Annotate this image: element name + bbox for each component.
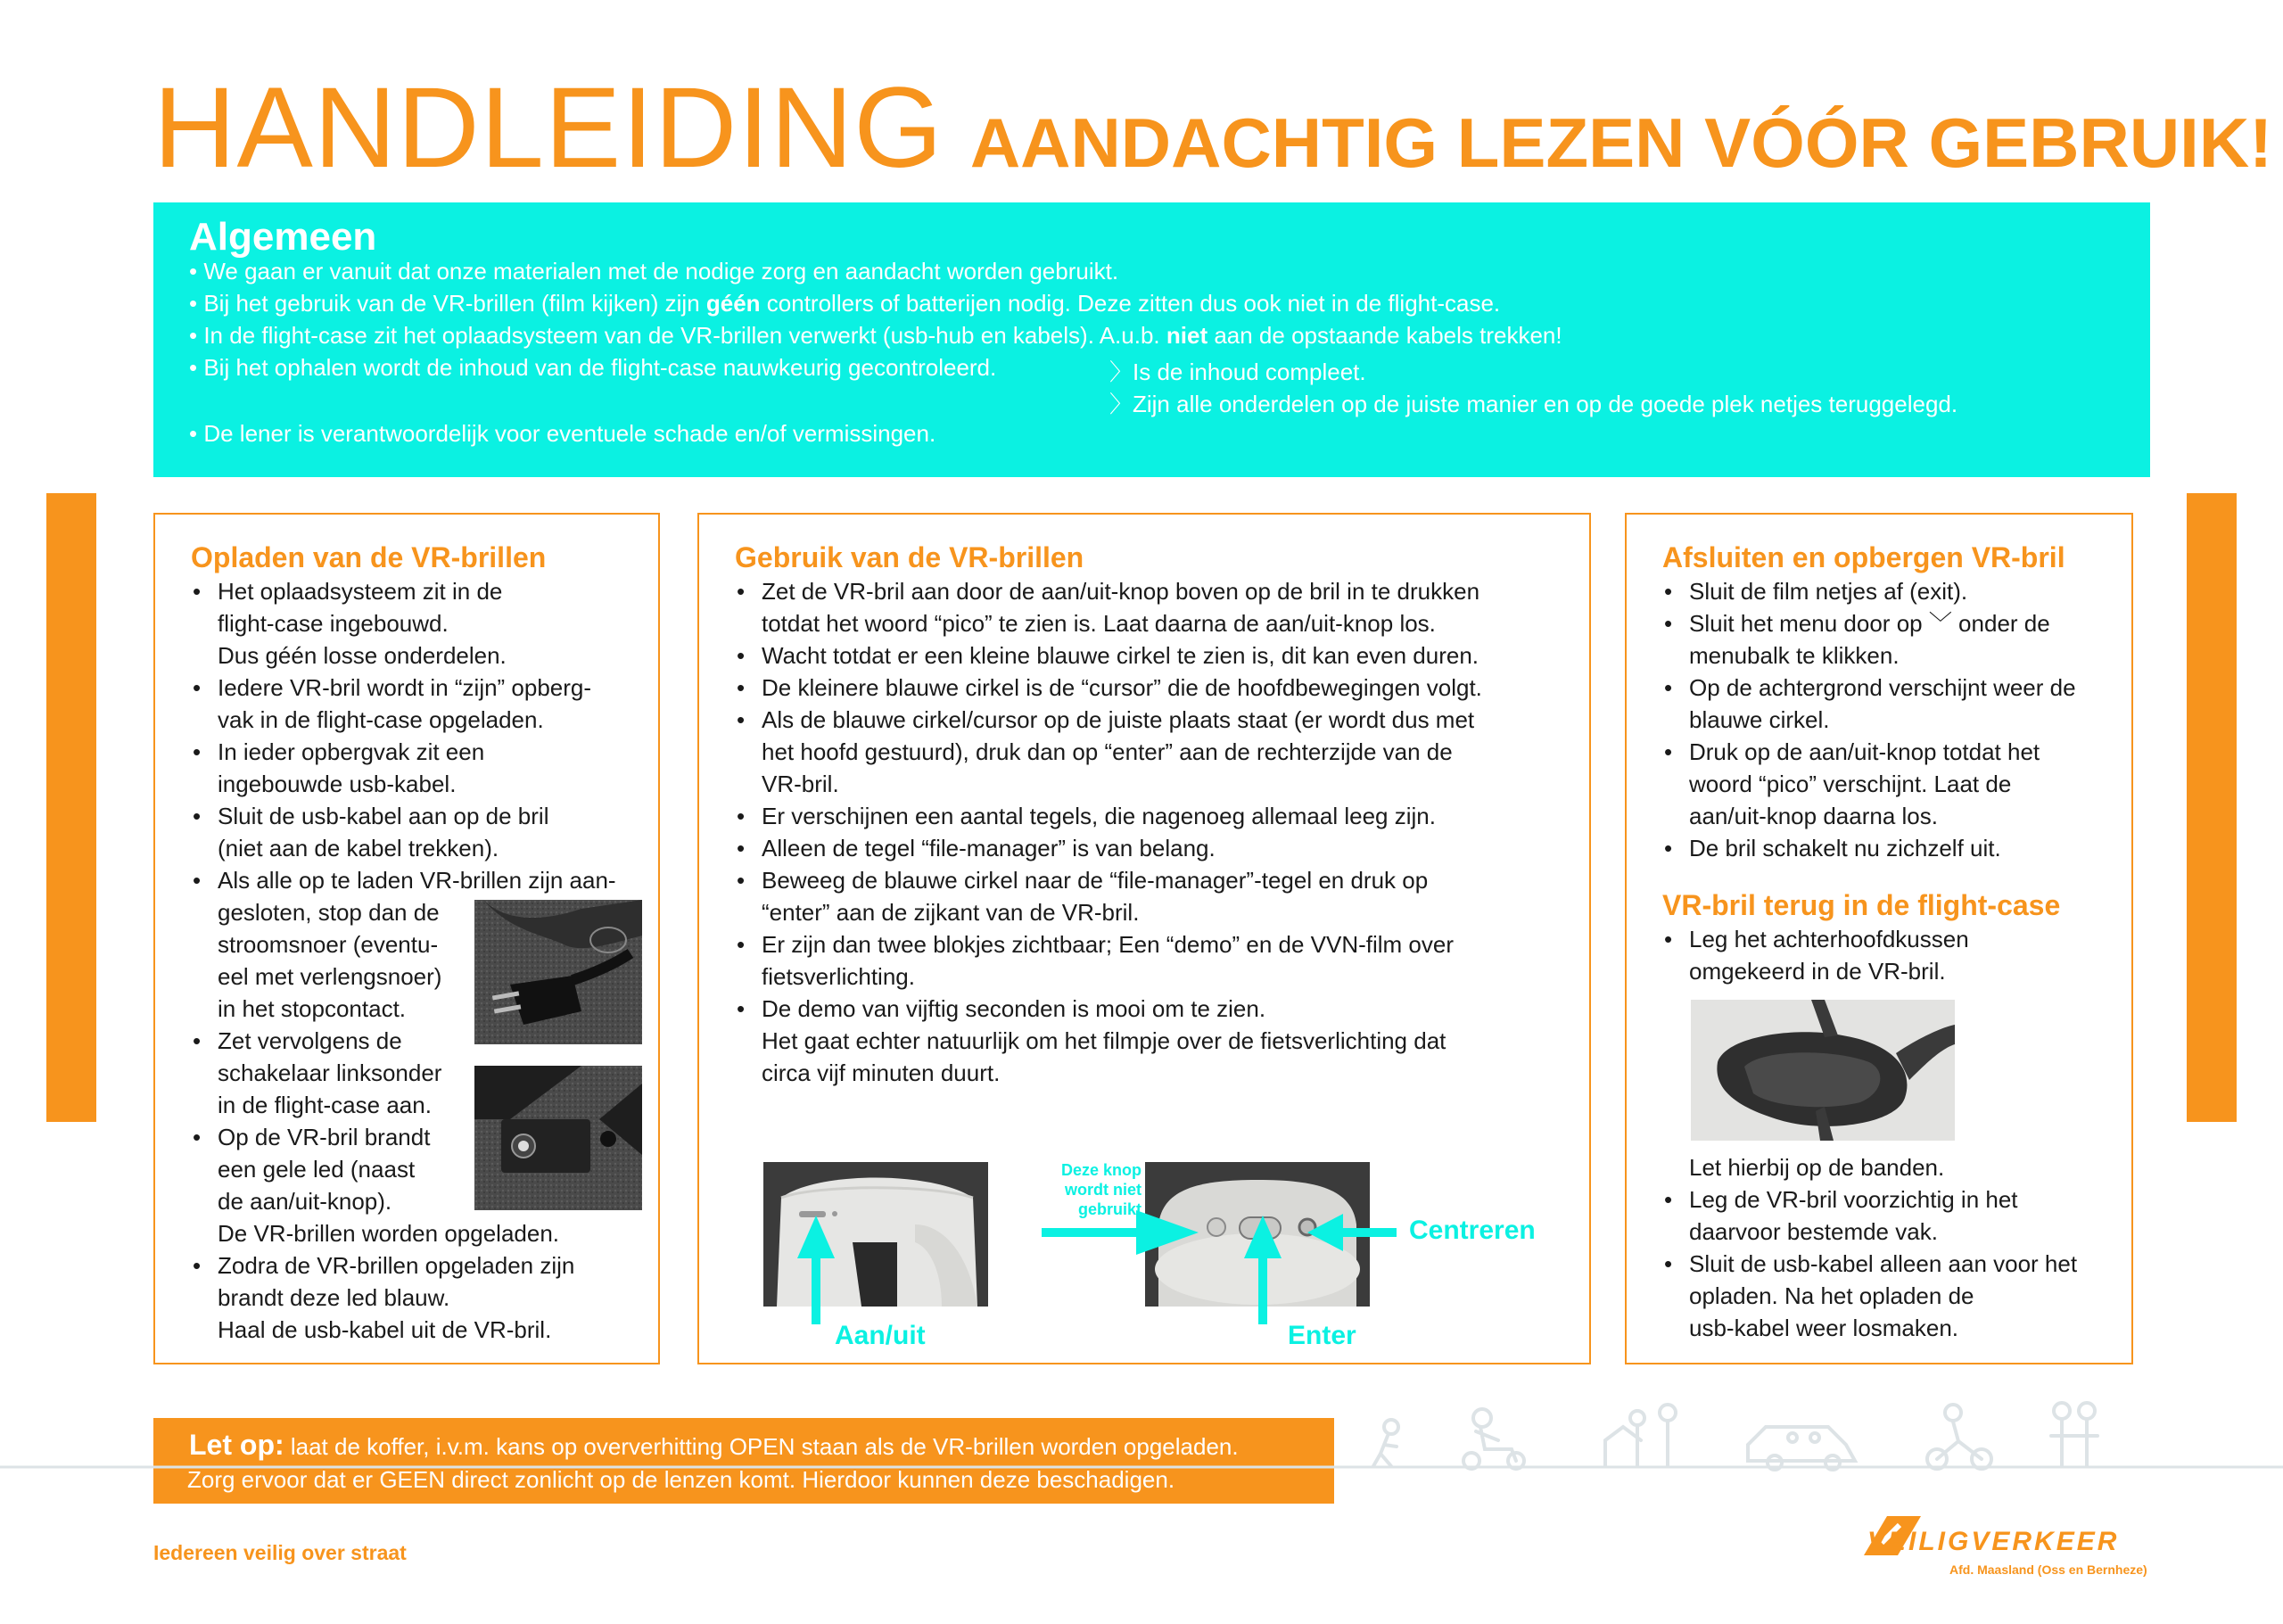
- list-item: menubalk te klikken.: [1689, 642, 1900, 669]
- general-line-5: • De lener is verantwoordelijk voor eventuele schade en/of vermissingen.: [189, 420, 936, 447]
- right-accent-bar: [2187, 493, 2237, 1122]
- list-item: vak in de flight-case opgeladen.: [218, 706, 544, 733]
- footer-slogan: Iedereen veilig over straat: [153, 1541, 407, 1564]
- list-item: in de flight-case aan.: [218, 1092, 432, 1118]
- list-item: • Zodra de VR-brillen opgeladen zijn: [189, 1249, 616, 1282]
- list-item: • Druk op de aan/uit-knop totdat het: [1661, 736, 2076, 768]
- list-item: • Alleen de tegel “file-manager” is van belang.: [733, 832, 1482, 864]
- label-unused-button: Deze knop wordt niet gebruikt: [1060, 1161, 1142, 1218]
- list-item: aan/uit-knop daarna los.: [1689, 803, 1938, 829]
- list-item: • Sluit de usb-kabel aan op de bril: [189, 800, 616, 832]
- general-line-2: • Bij het gebruik van de VR-brillen (film kijken) zijn géén controllers of batterijen nodig. Deze zitten dus ook niet in de flight-case.: [189, 290, 1501, 317]
- pictogram-child-icon: [1373, 1420, 1398, 1466]
- label-power: Aan/uit: [835, 1321, 926, 1350]
- traffic-pictograms: [0, 1391, 2283, 1498]
- pictogram-cyclist-icon: [1927, 1405, 1991, 1469]
- list-item: • De bril schakelt nu zichzelf uit.: [1661, 832, 2076, 864]
- list-item: • Zet de VR-bril aan door de aan/uit-knop boven op de bril in te drukken: [733, 575, 1482, 607]
- list-item: gesloten, stop dan de: [218, 899, 440, 926]
- list-item: Let hierbij op de banden.: [1689, 1154, 1945, 1181]
- list-item: opladen. Na het opladen de: [1689, 1282, 1974, 1309]
- general-info-box: [153, 202, 2150, 477]
- list-item: • De demo van vijftig seconden is mooi om te zien.: [733, 993, 1482, 1025]
- list-item: • Er zijn dan twee blokjes zichtbaar; Een “demo” en de VVN-film over: [733, 928, 1482, 960]
- general-line-1: • We gaan er vanuit dat onze materialen met de nodige zorg en aandacht worden gebruikt.: [189, 258, 1119, 284]
- charging-heading: Opladen van de VR-brillen: [191, 541, 547, 573]
- label-enter: Enter: [1288, 1321, 1356, 1350]
- storage-list: [1661, 923, 1969, 987]
- storage-list-2: [1661, 1151, 2077, 1344]
- list-item: Dus géén losse onderdelen.: [218, 642, 507, 669]
- list-item: in het stopcontact.: [218, 995, 407, 1022]
- list-item: VR-bril.: [762, 771, 839, 797]
- list-item: circa vijf minuten duurt.: [762, 1059, 1001, 1086]
- list-item: De VR-brillen worden opgeladen.: [218, 1220, 560, 1247]
- logo-text: VEILIGVERKEER: [1867, 1527, 2120, 1556]
- list-item: de aan/uit-knop).: [218, 1188, 392, 1215]
- photo-flight-case-switch: [474, 1066, 642, 1210]
- list-item: totdat het woord “pico” te zien is. Laat daarna de aan/uit-knop los.: [762, 610, 1436, 637]
- list-item: • Als alle op te laden VR-brillen zijn aan-: [189, 864, 616, 896]
- list-item: het hoofd gestuurd), druk dan op “enter” aan de rechterzijde van de: [762, 738, 1453, 765]
- list-item: fietsverlichting.: [762, 963, 915, 990]
- list-item: • Wacht totdat er een kleine blauwe cirkel te zien is, dit kan even duren.: [733, 639, 1482, 672]
- list-item: flight-case ingebouwd.: [218, 610, 449, 637]
- shutdown-heading: Afsluiten en opbergen VR-bril: [1662, 541, 2065, 573]
- list-item: • Sluit het menu door op ﹀ onder de: [1661, 607, 2076, 639]
- shutdown-list: [1661, 575, 2076, 864]
- list-item: “enter” aan de zijkant van de VR-bril.: [762, 899, 1140, 926]
- list-item: • Leg de VR-bril voorzichtig in het: [1661, 1183, 2077, 1216]
- title-sub: AANDACHTIG LEZEN VÓÓR GEBRUIK!: [969, 103, 2273, 182]
- left-accent-bar: [46, 493, 96, 1122]
- list-item: • Leg het achterhoofdkussen: [1661, 923, 1969, 955]
- photo-power-plug: [474, 900, 642, 1044]
- list-item: • Het oplaadsysteem zit in de: [189, 575, 616, 607]
- list-item: omgekeerd in de VR-bril.: [1689, 958, 1946, 985]
- warning-line-1: Let op: laat de koffer, i.v.m. kans op oververhitting OPEN staan als de VR-brillen worden opgeladen.: [189, 1429, 1239, 1461]
- usage-heading: Gebruik van de VR-brillen: [735, 541, 1084, 573]
- general-check-2: 〉Zijn alle onderdelen op de juiste manier en op de goede plek netjes teruggelegd.: [1109, 391, 1958, 417]
- list-item: brandt deze led blauw.: [218, 1284, 450, 1311]
- charging-section: [153, 513, 660, 1364]
- warning-line-2: Zorg ervoor dat er GEEN direct zonlicht op de lenzen komt. Hierdoor kunnen deze beschadigen.: [187, 1466, 1175, 1493]
- list-item: stroomsnoer (eventu-: [218, 931, 439, 958]
- list-item: een gele led (naast: [218, 1156, 416, 1183]
- label-center: Centreren: [1409, 1216, 1536, 1245]
- list-item: • Sluit de usb-kabel alleen aan voor het: [1661, 1248, 2077, 1280]
- list-item: • Beweeg de blauwe cirkel naar de “file-manager”-tegel en druk op: [733, 864, 1482, 896]
- list-item: • Op de VR-bril brandt: [189, 1121, 616, 1153]
- list-item: Haal de usb-kabel uit de VR-bril.: [218, 1316, 552, 1343]
- shutdown-section: [1625, 513, 2133, 1364]
- logo-subtitle: Afd. Maasland (Oss en Bernheze): [1949, 1562, 2147, 1577]
- list-item: schakelaar linksonder: [218, 1059, 442, 1086]
- pictogram-elderly-icon: [2051, 1403, 2098, 1466]
- pictogram-car-icon: [1748, 1427, 1855, 1470]
- photo-headset-cushion: [1691, 1000, 1955, 1141]
- list-item: ingebouwde usb-kabel.: [218, 771, 457, 797]
- list-item: • De kleinere blauwe cirkel is de “cursor” die de hoofdbewegingen volgt.: [733, 672, 1482, 704]
- list-item: • Als de blauwe cirkel/cursor op de juiste plaats staat (er wordt dus met: [733, 704, 1482, 736]
- title-main: HANDLEIDING: [153, 64, 944, 192]
- usage-section: [697, 513, 1591, 1364]
- list-item: (niet aan de kabel trekken).: [218, 835, 499, 861]
- list-item: eel met verlengsnoer): [218, 963, 442, 990]
- pictogram-scooter-icon: [1463, 1409, 1524, 1469]
- pictogram-family-icon: [1605, 1405, 1676, 1466]
- list-item: • Op de achtergrond verschijnt weer de: [1661, 672, 2076, 704]
- list-item: usb-kabel weer losmaken.: [1689, 1315, 1959, 1341]
- list-item: • Sluit de film netjes af (exit).: [1661, 575, 2076, 607]
- list-item: blauwe cirkel.: [1689, 706, 1830, 733]
- list-item: Het gaat echter natuurlijk om het filmpje over de fietsverlichting dat: [762, 1027, 1446, 1054]
- general-line-4: • Bij het ophalen wordt de inhoud van de flight-case nauwkeurig gecontroleerd.: [189, 354, 997, 381]
- storage-heading: VR-bril terug in de flight-case: [1662, 889, 2061, 921]
- list-item: • Zet vervolgens de: [189, 1025, 616, 1057]
- general-check-1: 〉Is de inhoud compleet.: [1109, 359, 1366, 385]
- general-heading: Algemeen: [189, 215, 377, 259]
- list-item: daarvoor bestemde vak.: [1689, 1218, 1938, 1245]
- page-title: [153, 62, 2272, 194]
- list-item: • In ieder opbergvak zit een: [189, 736, 616, 768]
- veilig-verkeer-logo: [1860, 1511, 2147, 1591]
- general-line-3: • In de flight-case zit het oplaadsysteem van de VR-brillen verwerkt (usb-hub en kabels). A.u.b. niet aan de opstaande kabels trekken!: [189, 322, 1562, 349]
- list-item: • Er verschijnen een aantal tegels, die nagenoeg allemaal leeg zijn.: [733, 800, 1482, 832]
- list-item: woord “pico” verschijnt. Laat de: [1689, 771, 2012, 797]
- list-item: • Iedere VR-bril wordt in “zijn” opberg-: [189, 672, 616, 704]
